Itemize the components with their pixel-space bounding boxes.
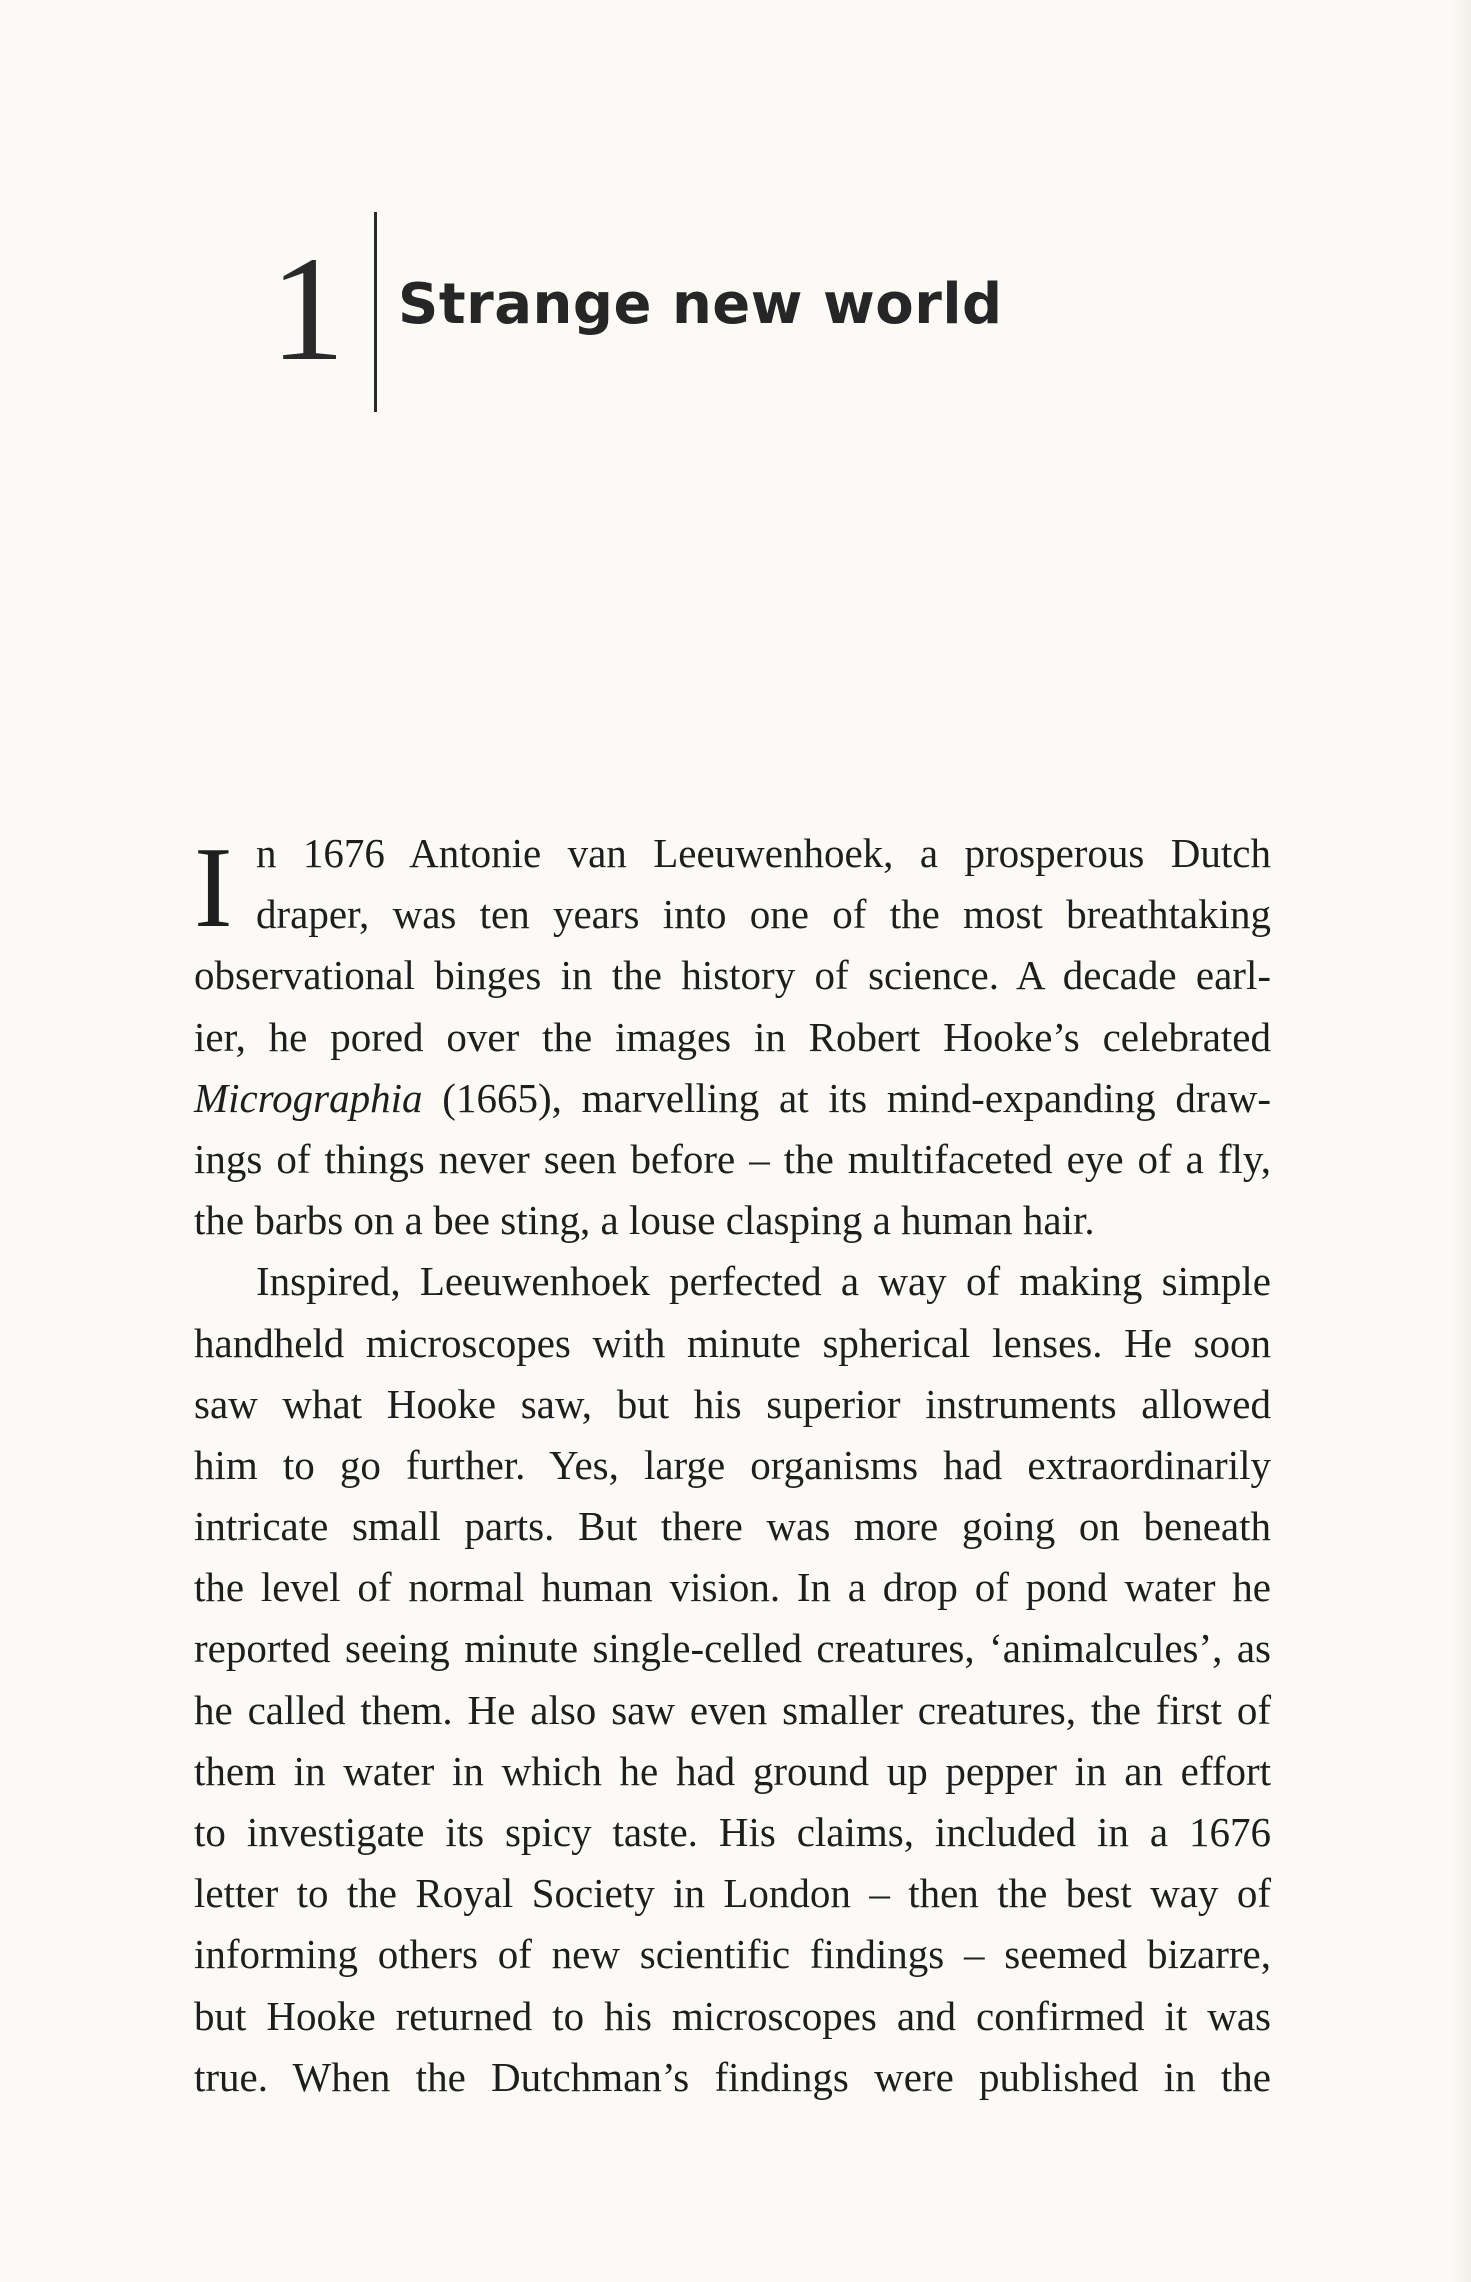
text-line: draper, was ten years into one of the most breathtaking bbox=[256, 891, 1271, 938]
text-line: true. When the Dutchman’s findings were published in the bbox=[194, 2053, 1271, 2100]
text-line: Inspired, Leeuwenhoek perfected a way of making simple bbox=[256, 1258, 1271, 1305]
text-line: observational binges in the history of science. A decade earl- bbox=[194, 952, 1271, 999]
text-line: him to go further. Yes, large organisms had extraordinarily bbox=[194, 1441, 1271, 1488]
text-line bbox=[194, 1068, 1271, 1129]
text-line: them in water in which he had ground up pepper in an effort bbox=[194, 1747, 1271, 1794]
book-title-italic: Micrographia bbox=[194, 1074, 423, 1121]
text-line: informing others of new scientific findings – seemed bizarre, bbox=[194, 1931, 1271, 1978]
text-line: he called them. He also saw even smaller creatures, the first of bbox=[194, 1686, 1271, 1733]
chapter-number: 1 bbox=[270, 226, 345, 392]
drop-cap: I bbox=[194, 824, 233, 952]
text-line: letter to the Royal Society in London – then the best way of bbox=[194, 1870, 1271, 1917]
chapter-divider-rule bbox=[374, 212, 377, 412]
chapter-title: Strange new world bbox=[398, 272, 1003, 337]
text-line: the barbs on a bee sting, a louse clasping a human hair. bbox=[194, 1197, 1095, 1244]
paragraph-2 bbox=[194, 1251, 1271, 2108]
text-segment: (1665), marvelling at its mind-expanding draw- bbox=[422, 1074, 1271, 1121]
text-line: but Hooke returned to his microscopes and confirmed it was bbox=[194, 1992, 1271, 2039]
paragraph-1 bbox=[194, 823, 1271, 1251]
text-line: intricate small parts. But there was more going on beneath bbox=[194, 1503, 1271, 1550]
text-line: handheld microscopes with minute spherical lenses. He soon bbox=[194, 1319, 1271, 1366]
page-edge-shadow bbox=[1451, 0, 1471, 2282]
body-text bbox=[194, 823, 1271, 2108]
text-line: ings of things never seen before – the multifaceted eye of a fly, bbox=[194, 1135, 1271, 1182]
text-line: to investigate its spicy taste. His claims, included in a 1676 bbox=[194, 1809, 1271, 1855]
text-line: saw what Hooke saw, but his superior instruments allowed bbox=[194, 1380, 1271, 1427]
text-line: n 1676 Antonie van Leeuwenhoek, a prosperous Dutch bbox=[256, 830, 1271, 876]
text-line: ier, he pored over the images in Robert Hooke’s celebrated bbox=[194, 1013, 1271, 1060]
text-line: the level of normal human vision. In a drop of pond water he bbox=[194, 1564, 1271, 1611]
text-line: reported seeing minute single-celled creatures, ‘animalcules’, as bbox=[194, 1625, 1271, 1672]
